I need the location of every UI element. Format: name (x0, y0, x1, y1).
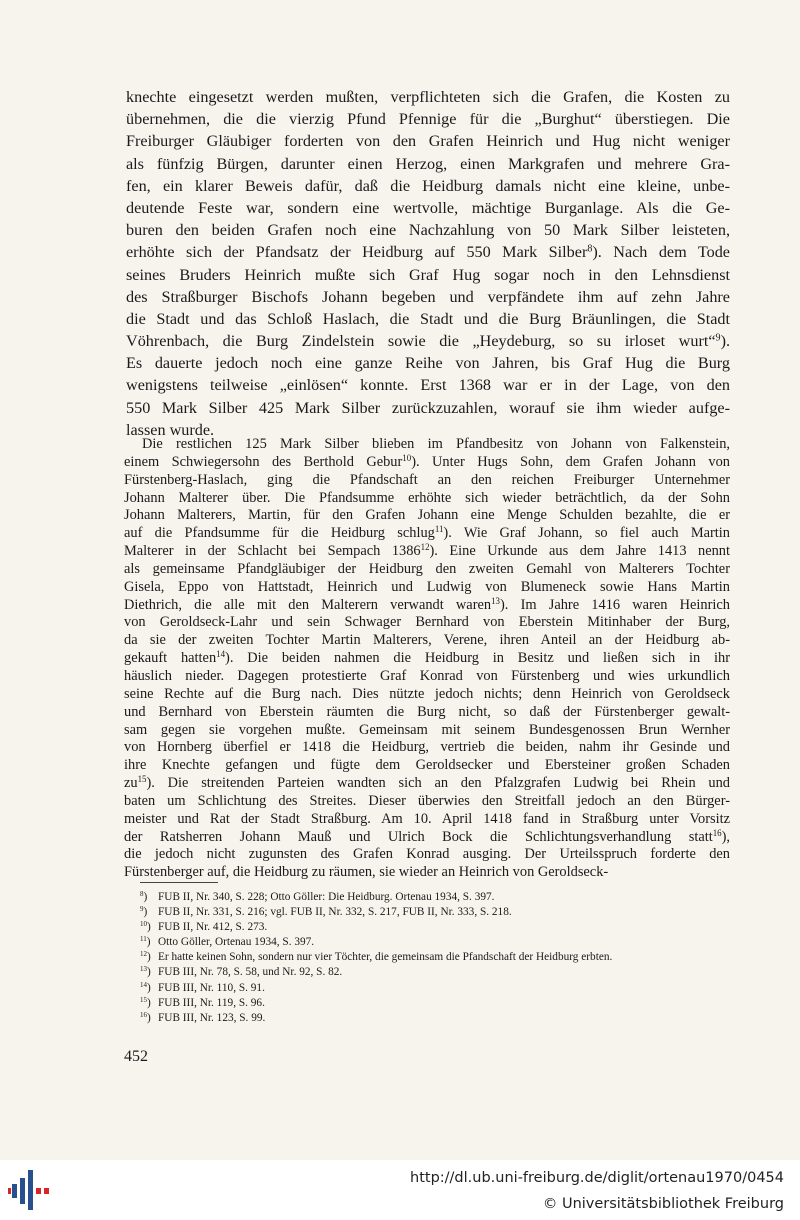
footnote-divider (140, 882, 218, 883)
footnote-number: $^{13}$) (140, 965, 151, 979)
footnote-number: $^8$) (140, 890, 148, 903)
footnote-item (140, 981, 730, 996)
viewer-footer (0, 1160, 800, 1220)
footnote-text: Er hatte keinen Sohn, sondern nur vier Töchter, die gemeinsam die Pfandschaft der Heidburg erbten. (158, 951, 613, 964)
text-line: Die restlichen 125 Mark Silber blieben im Pfandbesitz von Johann von Falkenstein, (142, 436, 730, 452)
footnote-number: $^{16}$) (140, 1010, 151, 1024)
text-line: knechte eingesetzt werden mußten, verpflichteten sich die Grafen, die Kosten zu (126, 88, 730, 106)
text-line: seines Bruders Heinrich mußte sich Graf Hug sogar noch in den Lehnsdienst (126, 265, 730, 284)
text-line: Vöhrenbach, die Burg Zindelstein sowie die „Heydeburg, so su irloset wurt“$^9$). (126, 332, 730, 351)
footnote-reference[interactable]: 12 (420, 542, 430, 553)
footnote-text: FUB III, Nr. 110, S. 91. (158, 981, 265, 994)
text-line: als gemeinsame Pfandgläubiger der Heidburg den zweiten Gemahl von Malterers Tochter (124, 560, 730, 577)
footnote-text: FUB II, Nr. 412, S. 273. (158, 921, 268, 934)
footnote-item (140, 890, 730, 905)
footnote-reference[interactable]: 11 (434, 524, 444, 535)
footnote-reference[interactable]: 16 (712, 827, 722, 838)
footnote-item (140, 935, 730, 950)
footnote-text: FUB III, Nr. 123, S. 99. (158, 1011, 266, 1024)
footnotes (140, 890, 730, 1026)
text-line: meister und Rat der Stadt Straßburg. Am 10. April 1418 fand in Straßburg unter Vorsitz (124, 810, 730, 827)
text-line: 550 Mark Silber 425 Mark Silber zurückzuzahlen, worauf sie ihm wieder aufge- (126, 398, 730, 417)
text-line: von Geroldseck-Lahr und sein Schwager Bernhard von Eberstein Mitinhaber der Burg, (124, 614, 730, 631)
footnote-item (140, 965, 730, 980)
text-line: Freiburger Gläubiger forderten von den Grafen Heinrich und Hug nicht weniger (126, 132, 730, 151)
text-line: von Hornberg überfiel er 1418 die Heidburg, vertrieb die beiden, nahm ihr Gesinde und (124, 739, 730, 756)
footnote-text: FUB II, Nr. 340, S. 228; Otto Göller: Die Heidburg. Ortenau 1934, S. 397. (158, 891, 495, 903)
text-line: erhöhte sich der Pfandsatz der Heidburg auf 550 Mark Silber$^8$). Nach dem Tode (126, 243, 730, 262)
footnote-reference[interactable]: 8 (587, 243, 593, 255)
footnote-item (140, 950, 730, 965)
footnote-text: Otto Göller, Ortenau 1934, S. 397. (158, 936, 315, 949)
footnote-number: $^{10}$) (140, 920, 151, 934)
ub-freiburg-logo-icon[interactable] (8, 1168, 52, 1212)
text-line: die jedoch nicht zugunsten des Grafen Konrad ausging. Der Urteilsspruch forderte den (124, 846, 730, 863)
text-line: Fürstenberger auf, die Heidburg zu räumen, sie wieder an Heinrich von Geroldseck- (124, 864, 609, 881)
footnote-item (140, 920, 730, 935)
footnote-number: $^9$) (140, 905, 148, 919)
text-line: Diethrich, die alle mit den Malterern verwandt waren$^{13}$). Im Jahre 1416 waren Heinrich (124, 595, 730, 613)
text-line: Gisela, Eppo von Hattstadt, Heinrich und Ludwig von Blumeneck sowie Hans Martin (124, 578, 730, 595)
secondary-paragraph (124, 436, 730, 882)
copyright-text: © Universitätsbibliothek Freiburg (542, 1196, 784, 1212)
text-line: als fünfzig Bürgen, darunter einen Herzog, einen Markgrafen und mehrere Gra- (126, 154, 730, 173)
footnote-reference[interactable]: 10 (402, 452, 412, 463)
text-line: deutende Feste war, sondern eine wertvolle, mächtige Burganlage. Als die Ge- (126, 198, 730, 217)
text-line: die Stadt und das Schloß Haslach, die Stadt und die Burg Bräunlingen, die Stadt (126, 309, 730, 328)
text-line: $zu^{15}$). Die streitenden Parteien wandten sich an den Pfalzgrafen Ludwig bei Rhein und (124, 774, 730, 792)
text-line: übernehmen, die die vierzig Pfund Pfennige für die „Burghut“ überstiegen. Die (126, 110, 730, 129)
page-number: 452 (124, 1048, 148, 1065)
main-paragraph (126, 86, 730, 441)
footnote-item (140, 1011, 730, 1026)
footnote-reference[interactable]: 9 (715, 332, 721, 344)
footnote-item (140, 996, 730, 1011)
footnote-number: $^{14}$) (140, 980, 151, 994)
footnote-number: $^{15}$) (140, 995, 151, 1009)
text-line: Johann Malterer über. Die Pfandsumme erhöhte sich wieder beträchtlich, da der Sohn (124, 489, 730, 506)
footnote-text: FUB II, Nr. 331, S. 216; vgl. FUB II, Nr. 332, S. 217, FUB II, Nr. 333, S. 218. (158, 906, 512, 919)
text-line: seine Rechte auf die Burg nach. Dies nützte jedoch nichts; denn Heinrich von Geroldseck (124, 685, 730, 702)
text-line: Es dauerte jedoch noch eine ganze Reihe von Jahren, bis Graf Hug die Burg (126, 354, 730, 373)
text-line: Fürstenberg-Haslach, ging die Pfandschaft an den reichen Freiburger Unternehmer (124, 471, 730, 488)
text-line: wenigstens teilweise „einlösen“ konnte. Erst 1368 war er in der Lage, von den (126, 376, 730, 395)
footnote-item (140, 905, 730, 920)
text-line: baten um Schlichtung des Streites. Dieser überwies den Streitfall jedoch an den Bürger- (124, 792, 730, 809)
text-line: einem Schwiegersohn des Berthold Gebur$^{10}$). Unter Hugs Sohn, dem Grafen Johann von (124, 452, 730, 470)
document-url-link[interactable]: http://dl.ub.uni-freiburg.de/diglit/ortenau1970/0454 (410, 1170, 784, 1186)
text-line: ihre Knechte gefangen und fügte dem Geroldsecker und Ebersteiner großen Schaden (124, 757, 730, 774)
text-line: auf die Pfandsumme für die Heidburg schlug$^{11}$). Wie Graf Johann, so fiel auch Martin (124, 524, 730, 542)
footnote-text: FUB III, Nr. 78, S. 58, und Nr. 92, S. 82. (158, 966, 343, 979)
text-line: der Ratsherren Johann Mauß und Ulrich Bock die Schlichtungsverhandlung statt$^{16}$), (124, 827, 730, 845)
footnote-reference[interactable]: 14 (216, 649, 226, 660)
text-line: lassen wurde. (126, 420, 215, 439)
text-line: sam gegen sie vorgehen mußte. Gemeinsam mit seinem Bundesgenossen Brun Wernher (124, 721, 730, 738)
text-line: gekauft hatten$^{14}$). Die beiden nahmen die Heidburg in Besitz und ließen sich in ihr (124, 649, 730, 667)
footnote-reference[interactable]: 13 (491, 595, 500, 606)
footnote-reference[interactable]: 15 (137, 774, 147, 785)
text-line: und Bernhard von Eberstein räumten die Burg nicht, so daß der Fürstenberger gewalt- (124, 703, 730, 720)
text-line: fen, ein klarer Beweis dafür, daß die Heidburg damals nicht eine kleine, unbe- (126, 176, 730, 195)
text-line: des Straßburger Bischofs Johann begeben und verpfändete ihm auf zehn Jahre (126, 287, 730, 306)
text-line: buren den beiden Grafen noch eine Nachzahlung von 50 Mark Silber leisteten, (126, 221, 730, 240)
text-line: Johann Malterers, Martin, für den Grafen Johann eine Menge Schulden bezahlte, die er (124, 507, 730, 524)
footnote-number: $^{11}$) (140, 935, 151, 949)
text-line: häuslich nieder. Dagegen protestierte Graf Konrad von Fürstenberg und wies urkundlich (124, 667, 730, 684)
footnote-text: FUB III, Nr. 119, S. 96. (158, 996, 265, 1009)
text-line: da sie der zweiten Tochter Martin Malterers, Verene, ihren Anteil an der Heidburg ab- (124, 632, 730, 649)
text-line: Malterer in der Schlacht bei Sempach 1386$^{12}$). Eine Urkunde aus dem Jahre 1413 nennt (124, 542, 731, 560)
footnote-number: $^{12}$) (140, 950, 151, 964)
